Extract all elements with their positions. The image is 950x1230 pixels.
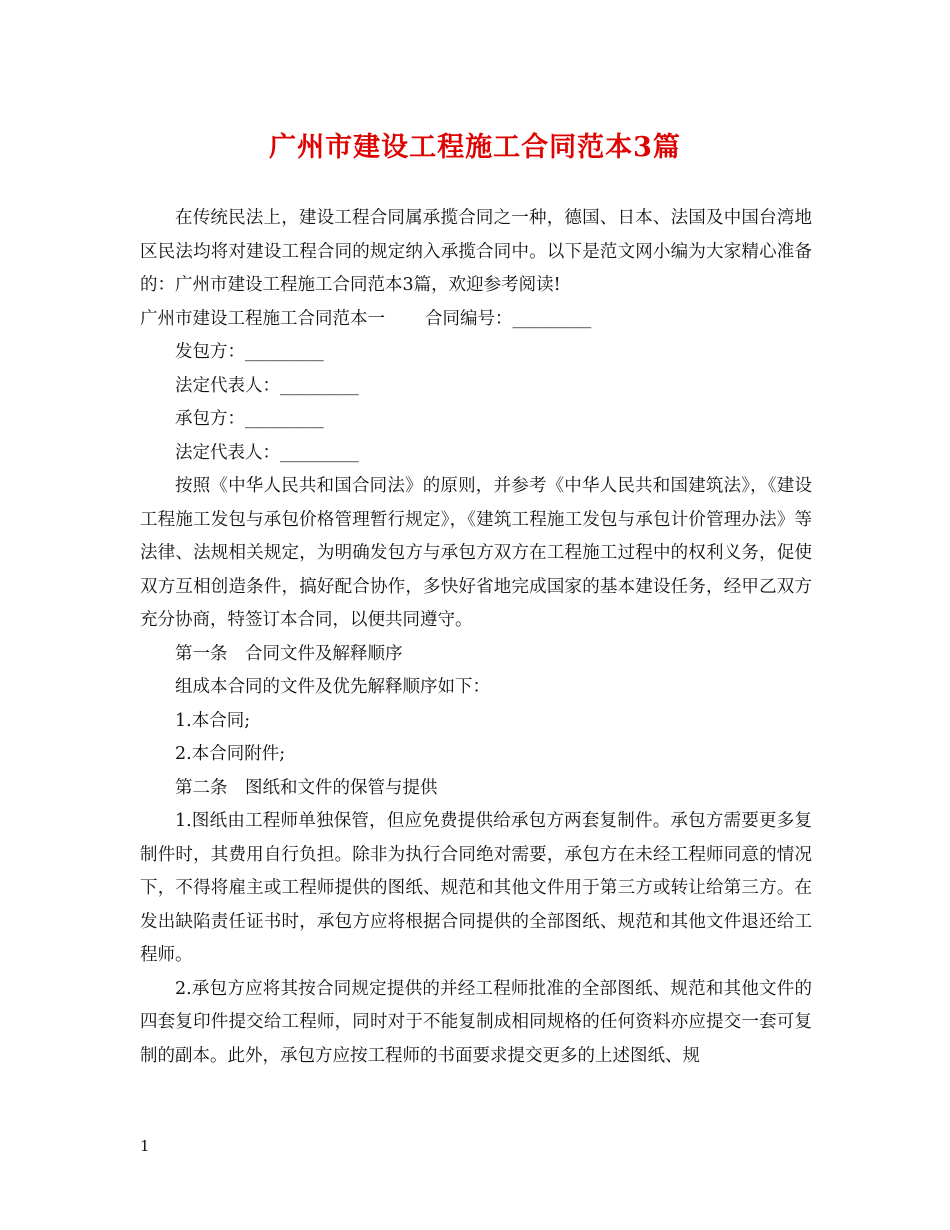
party-a-line: 发包方：_________ bbox=[175, 342, 324, 362]
section-heading: 广州市建设工程施工合同范本一 bbox=[140, 308, 385, 329]
document-title: 广州市建设工程施工合同范本3篇 bbox=[269, 132, 681, 163]
article-2-title: 第二条 图纸和文件的保管与提供 bbox=[175, 777, 438, 798]
contract-number: 合同编号：_________ bbox=[425, 308, 592, 329]
article-1-title: 第一条 合同文件及解释顺序 bbox=[175, 643, 403, 664]
article-1-intro: 组成本合同的文件及优先解释顺序如下： bbox=[175, 677, 490, 697]
party-b-line: 承包方：_________ bbox=[175, 409, 324, 429]
article-1-item-2: 2.本合同附件; bbox=[175, 744, 286, 764]
article-1-item-1: 1.本合同; bbox=[175, 710, 251, 731]
article-2-item-1: 1.图纸由工程师单独保管，但应免费提供给承包方两套复制件。承包方需要更多复制件时，其费用自行负担。除非为执行合同绝对需要，承包方在未经工程师同意的情况下，不得将雇主或工程师提供的图纸、规范和其他文件用于第三方或转让给第三方。在发出缺陷责任证书时，承包方应将根据合同提供的全部图纸、规范和其他文件退还给工程师。 bbox=[140, 811, 812, 965]
preamble-paragraph: 按照《中华人民共和国合同法》的原则，并参考《中华人民共和国建筑法》，《建设工程施工发包与承包价格管理暂行规定》，《建筑工程施工发包与承包计价管理办法》等法律、法规相关规定，为明确发包方与承包方双方在工程施工过程中的权利义务，促使双方互相创造条件，搞好配合协作，多快好省地完成国家的基本建设任务，经甲乙双方充分协商，特签订本合同，以便共同遵守。 bbox=[140, 476, 812, 630]
article-2-item-2: 2.承包方应将其按合同规定提供的并经工程师批准的全部图纸、规范和其他文件的四套复印件提交给工程师，同时对于不能复制成相同规格的任何资料亦应提交一套可复制的副本。此外，承包方应按工程师的书面要求提交更多的上述图纸、规 bbox=[140, 978, 812, 1066]
party-b-representative-line: 法定代表人：_________ bbox=[175, 442, 359, 463]
party-a-representative-line: 法定代表人：_________ bbox=[175, 375, 359, 396]
page-number: 1 bbox=[140, 1137, 150, 1155]
section-heading-line bbox=[140, 303, 812, 337]
document-body bbox=[140, 202, 812, 1073]
intro-paragraph: 在传统民法上，建设工程合同属承揽合同之一种，德国、日本、法国及中国台湾地区民法均将对建设工程合同的规定纳入承揽合同中。以下是范文网小编为大家精心准备的：广州市建设工程施工合同范本3篇，欢迎参考阅读! bbox=[140, 208, 812, 295]
